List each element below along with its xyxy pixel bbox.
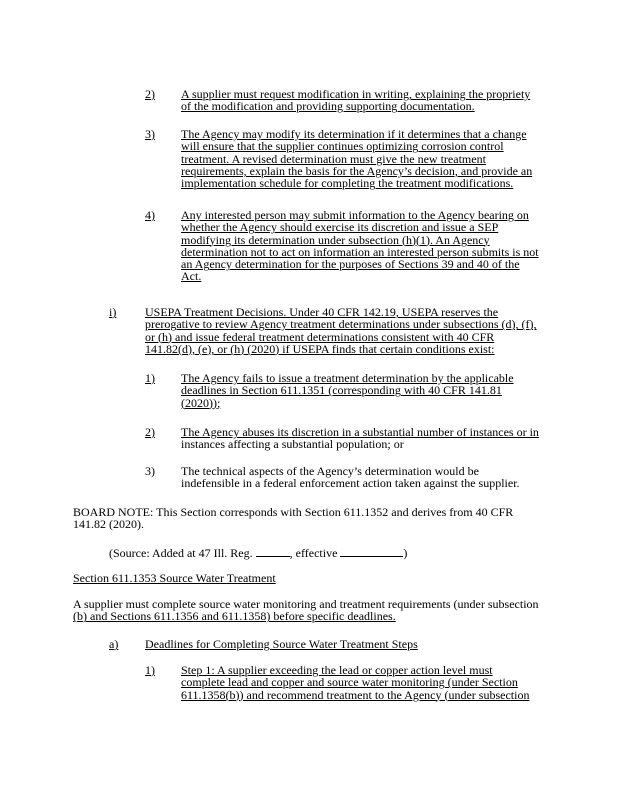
- list-number: 2): [145, 425, 155, 439]
- source-suffix: ): [403, 546, 408, 560]
- text-line: instances affecting a substantial population; or: [181, 437, 404, 452]
- effective-date-blank: [340, 546, 403, 557]
- text-line: Act.: [181, 269, 202, 284]
- list-number: 3): [145, 464, 155, 478]
- text-line: indefensible in a federal enforcement action taken against the supplier.: [181, 476, 520, 491]
- text-line: Any interested person may submit information to the Agency bearing on: [181, 208, 529, 222]
- list-number: 4): [145, 208, 155, 222]
- subsection-label: i): [109, 305, 117, 319]
- list-number: 1): [145, 371, 155, 385]
- list-number: 1): [145, 663, 155, 677]
- text-line: 141.82 (2020).: [73, 517, 144, 532]
- text-line: requirements, explain the basis for the Agency’s decision, and provide an: [181, 163, 533, 178]
- text-line: The Agency fails to issue a treatment determination by the applicable: [181, 371, 514, 385]
- h4-paragraph: [181, 209, 539, 283]
- h2-paragraph: [181, 88, 530, 113]
- subsection-i-paragraph: [145, 306, 537, 355]
- text-line: whether the Agency should exercise its discretion and issue a SEP: [181, 220, 499, 235]
- text-line: deadlines in Section 611.1351 (corresponding with 40 CFR 141.81: [181, 383, 502, 398]
- source-middle: , effective: [289, 546, 341, 560]
- i1-paragraph: [181, 372, 514, 409]
- source-prefix: (Source: Added at 47 Ill. Reg.: [109, 546, 256, 560]
- board-note: [73, 506, 513, 531]
- step1-paragraph: [181, 664, 529, 701]
- section-heading: Section 611.1353 Source Water Treatment: [73, 571, 276, 585]
- text-line: complete lead and copper and source water monitoring (under Section: [181, 675, 518, 690]
- text-line: treatment. A revised determination must give the new treatment: [181, 151, 486, 166]
- text-line: determination not to act on information an interested person submits is not: [181, 244, 539, 259]
- subsection-title: Deadlines for Completing Source Water Treatment Steps: [145, 637, 418, 651]
- register-number-blank: [256, 546, 290, 557]
- i3-paragraph: [181, 465, 520, 490]
- text-line: A supplier must request modification in writing, explaining the propriety: [181, 87, 531, 101]
- text-line: 141.82(d), (e), or (h) (2020) if USEPA finds that certain conditions exist:: [145, 341, 495, 356]
- source-note: [109, 546, 407, 559]
- text-line: USEPA Treatment Decisions. Under 40 CFR 142.19, USEPA reserves the: [145, 305, 499, 319]
- text-line: Step 1: A supplier exceeding the lead or copper action level must: [181, 663, 493, 677]
- subsection-label: a): [109, 637, 119, 651]
- text-line: of the modification and providing supporting documentation.: [181, 99, 475, 114]
- text-line: The Agency may modify its determination if it determines that a change: [181, 127, 527, 141]
- text-line: will ensure that the supplier continues optimizing corrosion control: [181, 139, 504, 154]
- text-line: (2020));: [181, 395, 221, 410]
- i2-paragraph: [181, 426, 539, 451]
- text-line: A supplier must complete source water monitoring and treatment requirements (under subsection: [73, 597, 539, 611]
- text-line: implementation schedule for completing the treatment modifications.: [181, 176, 514, 191]
- text-line: or (h) and issue federal treatment determinations consistent with 40 CFR: [145, 329, 495, 344]
- text-line: modifying its determination under subsection (h)(1). An Agency: [181, 232, 490, 247]
- h3-paragraph: [181, 128, 532, 189]
- text-line: 611.1358(b)) and recommend treatment to the Agency (under subsection: [181, 687, 530, 702]
- text-line: (b) and Sections 611.1356 and 611.1358) before specific deadlines.: [73, 609, 396, 624]
- text-line: The technical aspects of the Agency’s determination would be: [181, 464, 479, 478]
- text-line: an Agency determination for the purposes of Sections 39 and 40 of the: [181, 257, 520, 272]
- text-line: The Agency abuses its discretion in a substantial number of instances or in: [181, 425, 539, 439]
- list-number: 3): [145, 127, 155, 141]
- list-number: 2): [145, 87, 155, 101]
- text-line: prerogative to review Agency treatment determinations under subsections (d), (f),: [145, 317, 537, 332]
- text-line: BOARD NOTE: This Section corresponds with Section 611.1352 and derives from 40 CFR: [73, 505, 514, 519]
- section-intro: [73, 598, 539, 623]
